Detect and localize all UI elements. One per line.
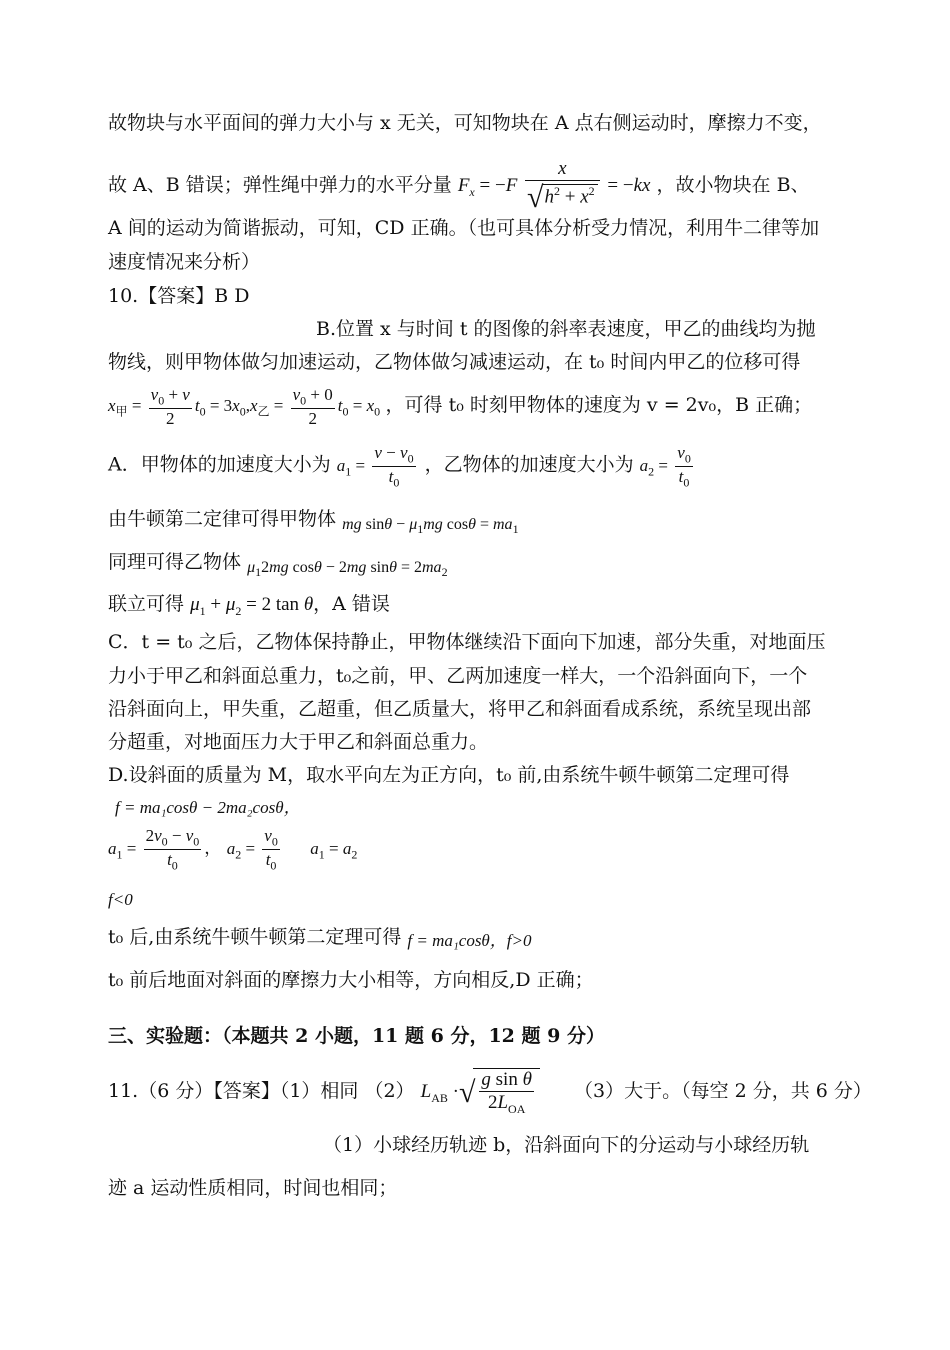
q10-newton-jia xyxy=(108,504,519,537)
formula-mu-sum: $\mu_1 + \mu_2 = 2$ tan θ xyxy=(190,594,314,618)
q10-combine-text-a: 联立可得 xyxy=(108,593,185,615)
q10-c-line-4: 分超重，对地面压力大于甲乙和斜面总重力。 xyxy=(108,731,489,753)
q9-line-3: A 间的运动为简谐振动，可知，CD 正确。（也可具体分析受力情况，利用牛二律等加 xyxy=(108,217,820,239)
formula-a1: $a_1$ = $\frac{v - v_0}{t_0}$ xyxy=(336,443,414,490)
q9-line-2-text-a: 故 A、B 错误；弹性绳中弹力的水平分量 xyxy=(108,174,452,197)
formula-a2: $a_2$ = $\frac{v_0}{t_0}$ xyxy=(639,443,691,490)
q10-d-line-1: D.设斜面的质量为 M，取水平向左为正方向，t₀ 前,由系统牛顿牛顿第二定理可得 xyxy=(108,764,790,786)
q10-combine-text-b: ，A 错误 xyxy=(313,593,390,615)
formula-q11: $L_{AB}$ ·√ $\frac{\text{g sin θ}}{2L_{OA}}$ xyxy=(421,1081,540,1102)
formula-newton-yi: μ12mg cosθ − 2mg sinθ = 2ma2 xyxy=(247,559,448,580)
q10-newton-yi xyxy=(108,547,448,580)
q11-explain-line-2: 迹 a 运动性质相同，时间也相同； xyxy=(108,1177,398,1199)
formula-displacement: $x_甲$ = $\frac{v_0 + v}{2}$ $t_0 = 3x_0,x_乙$ = $\frac{v_0 + 0}{2}$ $t_0 = x_0$ xyxy=(108,385,381,429)
q10-b-line-1: B.位置 x 与时间 t 的图像的斜率表速度，甲乙的曲线均为抛 xyxy=(316,318,816,340)
q10-a-line xyxy=(108,443,696,490)
q10-b-line-2: 物线，则甲物体做匀加速运动，乙物体做匀减速运动，在 t₀ 时间内甲乙的位移可得 xyxy=(108,351,801,373)
q10-b-line-3-text: ，可得 t₀ 时刻甲物体的速度为 v = 2v₀，B 正确； xyxy=(385,393,813,416)
q10-d-after xyxy=(108,922,531,951)
q11-answer-line xyxy=(108,1068,872,1116)
formula-fx: $F_x = -F$ $\frac{x}{√h^2 + x^2}$ = −kx xyxy=(457,158,651,214)
q11-answer-text-b: （3）大于。（每空 2 分，共 6 分） xyxy=(573,1080,872,1103)
section-3-title: 三、实验题：（本题共 2 小题，11 题 6 分，12 题 9 分） xyxy=(108,1025,605,1047)
q9-line-2 xyxy=(108,158,810,215)
q10-newton-yi-text: 同理可得乙物体 xyxy=(108,551,242,573)
formula-friction-after: f = ma₁cosθ，f>0 xyxy=(407,931,532,950)
q10-d-after-text: t₀ 后,由系统牛顿牛顿第二定理可得 xyxy=(108,926,402,948)
q10-a-text-a: A．甲物体的加速度大小为 xyxy=(108,453,331,476)
q10-a-relations: $a_1$ = $\frac{2v_0 - v_0}{t_0}$ ， $a_2$ = $\frac{v_0}{t_0}$ $a_1 = a_2$ xyxy=(108,826,358,873)
formula-a2-d: $a_2$ = $\frac{v_0}{t_0}$ xyxy=(226,826,278,873)
q10-a-text-b: ，乙物体的加速度大小为 xyxy=(424,453,634,476)
q9-line-4: 速度情况来分析） xyxy=(108,251,261,273)
q10-heading: 10.【答案】B D xyxy=(108,285,250,307)
q11-explain-line-1: （1）小球经历轨迹 b，沿斜面向下的分运动与小球经历轨 xyxy=(323,1134,810,1156)
formula-a-equal: $a_1 = a_2$ xyxy=(310,838,358,861)
formula-friction-before: f = ma₁cosθ − 2ma₂cosθ， xyxy=(115,798,301,817)
formula-a1-d: $a_1$ = $\frac{2v_0 - v_0}{t_0}$ xyxy=(108,826,200,873)
q10-d-conclusion: t₀ 前后地面对斜面的摩擦力大小相等，方向相反,D 正确； xyxy=(108,969,594,991)
q10-b-line-3 xyxy=(108,385,812,429)
q9-line-1: 故物块与水平面间的弹力大小与 x 无关，可知物块在 A 点右侧运动时，摩擦力不变， xyxy=(108,112,822,134)
q10-combine xyxy=(108,589,390,619)
q10-c-line-3: 沿斜面向上，甲失重，乙超重，但乙质量大，将甲乙和斜面看成系统，系统呈现出部 xyxy=(108,698,812,720)
formula-newton-jia: mg sinθ − μ1mg cosθ = ma1 xyxy=(342,516,519,537)
q10-c-line-1: C．t = t₀ 之后，乙物体保持静止，甲物体继续沿下面向下加速，部分失重，对地面压 xyxy=(108,631,826,653)
q10-f-negative: f<0 xyxy=(108,890,133,909)
q10-c-line-2: 力小于甲乙和斜面总重力，t₀之前，甲、乙两加速度一样大，一个沿斜面向下，一个 xyxy=(108,665,808,687)
q10-newton-jia-text: 由牛顿第二定律可得甲物体 xyxy=(108,508,337,530)
q9-line-2-text-b: ，故小物块在 B、 xyxy=(656,174,810,197)
q11-answer-text-a: 11.（6 分）【答案】（1）相同 （2） xyxy=(108,1080,415,1103)
